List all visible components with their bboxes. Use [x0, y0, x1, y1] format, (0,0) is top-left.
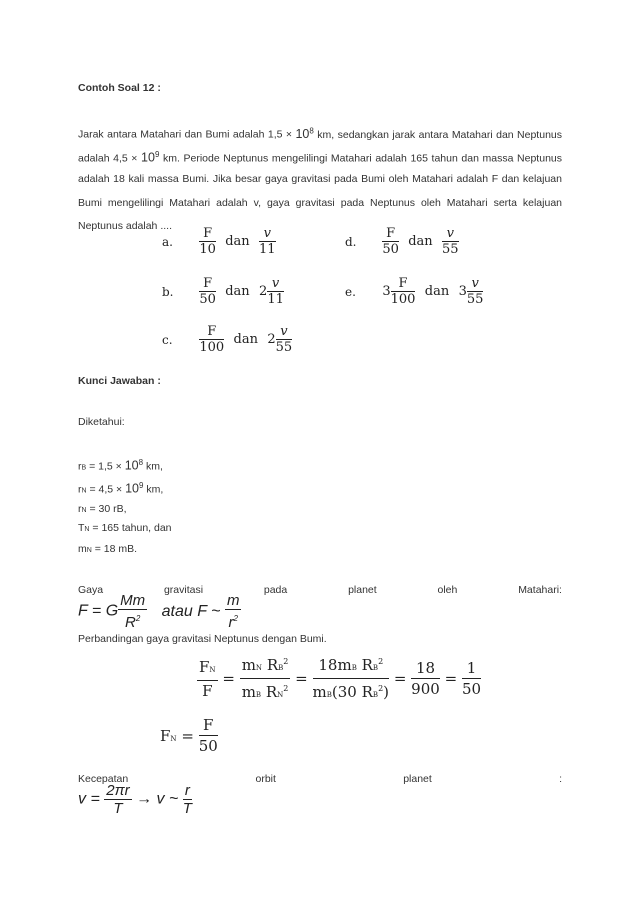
gravity-text: Gaya gravitasi pada planet oleh Matahari: — [78, 584, 562, 596]
known-heading: Diketahui: — [78, 416, 125, 428]
question-line-4: Bumi mengelilingi Matahari adalah v, gaya gravitasi pada Neptunus oleh Matahari serta kelajuan — [78, 197, 562, 209]
velocity-formula: v = $\frac{2\pi r}{T}$ → v ~ $\frac{r}{T}$ — [78, 782, 192, 817]
known-item: rB = $1,5 \times 10^8$ km, — [78, 458, 163, 473]
answer-heading: Kunci Jawaban : — [78, 375, 161, 387]
option-c: c. $\frac{F}{100}$ dan 2 $\frac{v}{55}$ — [162, 324, 293, 355]
known-item: rN = $4,5 \times 10^9$ km, — [78, 481, 164, 496]
question-line-5: Neptunus adalah .... — [78, 220, 172, 232]
known-item: rN = 30 rB, — [78, 503, 127, 515]
question-line-3: adalah 18 kali massa Bumi. Jika besar gaya gravitasi pada Bumi oleh Matahari adalah F dan kelajuan — [78, 173, 562, 185]
example-heading: Contoh Soal 12 : — [78, 82, 161, 94]
known-item: TN = 165 tahun, dan — [78, 522, 172, 534]
option-b: b. $\frac{F}{50}$ dan 2 $\frac{v}{11}$ — [162, 276, 284, 307]
gravity-formula: F = G $\frac{Mm}{R^2}$ atau F ~ $\frac{m}{r^2}$ — [78, 592, 240, 631]
ratio-text: Perbandingan gaya gravitasi Neptunus dengan Bumi. — [78, 633, 327, 645]
velocity-text: Kecepatan orbit planet : — [78, 773, 562, 785]
question-line-1: Jarak antara Matahari dan Bumi adalah $1,5 \times 10^8$ km, sedangkan jarak antara Matahari dan Neptunus — [78, 126, 562, 141]
question-line-2: adalah $4,5 \times 10^9$ km. Periode Neptunus mengelilingi Matahari adalah 165 tahun dan massa Neptunus — [78, 150, 562, 165]
known-item: mN = 18 mB. — [78, 543, 138, 555]
option-e: e. 3 $\frac{F}{100}$ dan 3 $\frac{v}{55}$ — [345, 276, 484, 307]
fn-equation: FN = $\frac{F}{50}$ — [160, 716, 218, 755]
option-a: a. $\frac{F}{10}$ dan $\frac{v}{11}$ — [162, 226, 276, 257]
option-d: d. $\frac{F}{50}$ dan $\frac{v}{55}$ — [345, 226, 459, 257]
ratio-equation: $\frac{FN}{F}$ = $\frac{mN RB^2}{mB RN^2}$ = $\frac{18mB RB^2}{mB(30 RB^2)}$ = $\frac{18}{900}$ = $\frac{1}{50}$ — [197, 652, 481, 705]
